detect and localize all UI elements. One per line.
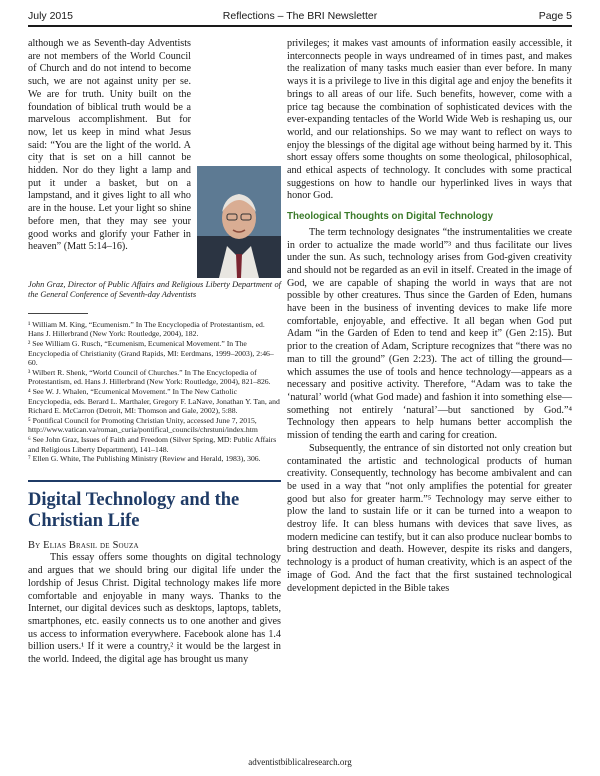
footnote: ⁵ Pontifical Council for Promoting Christian Unity, accessed June 7, 2015, http://www.vatican.va/roman_curia/pontifical_councils/chrstuni/index.htm: [28, 415, 258, 435]
footnote: ¹ William M. King, “Ecumenism.” In The Encyclopedia of Protestantism, ed. Hans J. Hillerbrand (New York: Routledge, 2004), 182.: [28, 319, 265, 339]
right-column: [287, 38, 572, 595]
footnote: ⁶ See John Graz, Issues of Faith and Freedom (Silver Spring, MD: Public Affairs and Religious Liberty Department), 141–148.: [28, 434, 277, 454]
body-paragraph: Subsequently, the entrance of sin distorted not only creation but contaminated the artistic and technological products of human creativity. Consequently, technology has become ambivalent and can be used in a way that “not only amplifies the potential for greater good but also for greater harm.”⁵ Technology may serve either to plow the land to sustain life or it can be turned into a weapon to destroy life. It can bless humans with devices that save lives, as modern medicine can testify, but it can also produce nuclear bombs to bring destruction and death. However, despite its risks and dangers, technology is a product of human creativity, which is an aspect of the image of God. And the fact that the first sustained technological development depicted in the Bible takes: [287, 442, 572, 594]
footnote: ⁷ Ellen G. White, The Publishing Ministry (Review and Herald, 1983), 306.: [28, 454, 261, 464]
photo-caption: John Graz, Director of Public Affairs and Religious Liberty Department of the General Conference of Seventh-day Adventists: [28, 280, 281, 300]
footnote: ³ Wilbert R. Shenk, “World Council of Churches.” In The Encyclopedia of Protestantism, ed. Hans J. Hillerbrand (New York: Routledge, 2004), 821–826.: [28, 367, 271, 387]
article-byline: By Elias Brasil de Souza: [28, 539, 139, 551]
body-paragraph: The term technology designates “the instrumentalities we create in order to actualize the made world”³ and thus facilitate our lives under the sun. As such, technology arises from God-given creativity and should not be regarded as an evil in itself. Created in the image of God, we are capable of shaping the world in ways that are not possible by other creatures. Thus since the Garden of Eden, humans have been in the business of inventing devices to make life more comfortable, enjoyable, and effective. It all began when God put Adam “in the Garden of Eden to tend and keep it” (Gen 2:15). But prior to the creation of Adam, Scripture recognizes that “there was no man to till the ground” (Gen 2:23). The act of tilling the ground—which assumes the use of tools and hence technology—appears as a necessary and positive activity. Therefore, “Adam was to take the ‘natural’ world (what God made) and fashion it into something else—something not entirely ‘natural’—but sanctioned by God.”⁴ Technology then appears to help humans better accomplish the mission of tending the earth and caring for creation.: [287, 226, 572, 442]
page-number: Page 5: [538, 10, 572, 22]
body-paragraph: privileges; it makes vast amounts of information easily accessible, it interconnects people in ways undreamed of in times past, and makes the realization of many tasks much easier than ever before. In many ways it is a privilege to live in this digital age and enjoy the benefits it brings to all areas of our life. Such benefits, however, come with a price tag because the combination of sophisticated devices with the ever-expanding tentacles of the World Wide Web is reshaping us, our world, and our relationships. So we may want to reflect on ways to enjoy the blessings of the digital age without being harmed by it. This short essay offers some thoughts on some theological, philosophical, and ethical aspects of technology. It concludes with some practical suggestions on how to handle our hyperlinked lives in ways that honor God.: [287, 38, 572, 202]
section-divider: [28, 480, 281, 482]
header-rule: [28, 25, 572, 27]
site-url: adventistbiblicalresearch.org: [248, 757, 352, 767]
section-subheading: Theological Thoughts on Digital Technology: [287, 211, 494, 223]
author-photo: [197, 166, 281, 278]
newsletter-title: Reflections – The BRI Newsletter: [222, 10, 378, 22]
issue-date: July 2015: [28, 10, 73, 22]
footnote-divider: [28, 313, 88, 314]
article-title: Digital Technology and the Christian Life: [28, 489, 240, 531]
footnote-list: [28, 320, 281, 464]
page-header: [28, 6, 572, 26]
footnote: ² See William G. Rusch, “Ecumenism, Ecumenical Movement.” In The Encyclopedia of Christianity (Grand Rapids, MI: Eerdmans, 1999–2003), 2:46–60.: [28, 339, 274, 368]
article-paragraph: This essay offers some thoughts on digital technology and argues that we should bring our digital life under the lordship of Jesus Christ. Digital technology makes life more comfortable and enjoyable in many ways. Thanks to the Internet, our digital devices such as desktops, laptops, tablets, smartphones, etc. easily connects us to one another and gives us access to information everywhere. Facebook alone has 1.4 billion users.¹ If it were a country,² it would be the largest in the world. Indeed, the digital age has brought us many: [28, 552, 281, 666]
intro-paragraph: although we as Seventh-day Adventists are not members of the World Council of Church and do not intend to become such, we are not against unity per se. We are for truth. Unity built on the foundation of biblical truth would be a marvelous accomplishment. But for now, let us keep in mind what Jesus said: “You are the light of the world. A city that is set on a hill cannot be hidden. Nor do they light a lamp and put it under a basket, but on a lampstand, and it gives light to all who are in the house. Let your light so shine before men, that they may see your good works and glorify your Father in heaven” (Matt 5:14–16).: [28, 38, 191, 253]
footnote: ⁴ See W. J. Whalen, “Ecumenical Movement.” In The New Catholic Encyclopedia, eds. Berard L. Marthaler, Gregory F. LaNave, Jonathan Y. Tan, and Richard E. McCarron (Detroit, MI: Thomson and Gale, 2002), 5:88.: [28, 386, 280, 416]
left-column: [28, 38, 281, 667]
portrait-photo-icon: [197, 166, 281, 278]
